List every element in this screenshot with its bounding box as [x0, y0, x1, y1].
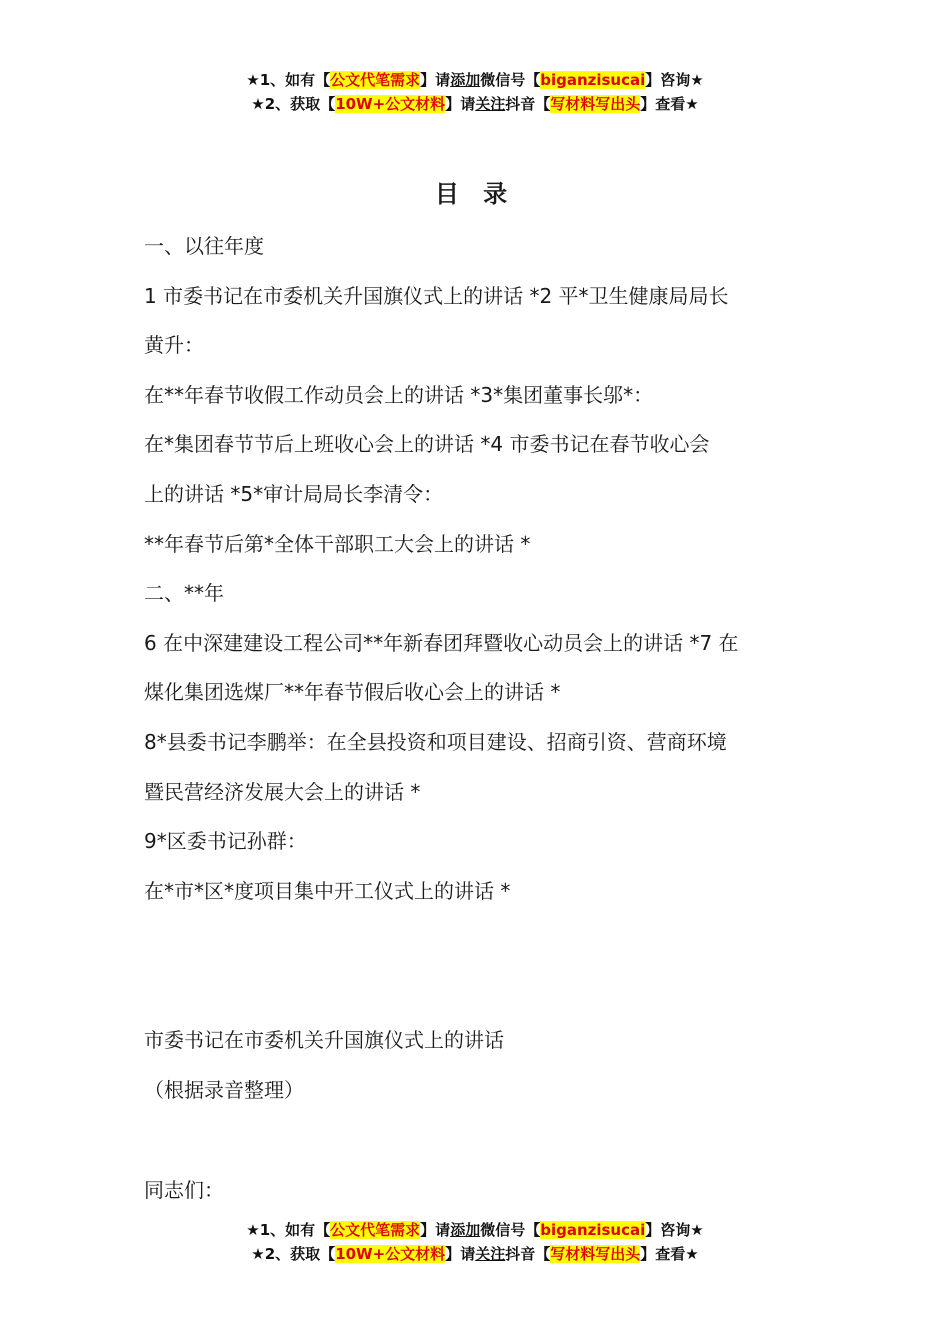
- toc-title: 目 录: [434, 180, 516, 208]
- banner-wechat-id: biganzisucai: [540, 1221, 646, 1239]
- banner-underline: 关注: [475, 95, 506, 113]
- toc-line: 二、**年: [144, 581, 224, 606]
- banner-text: 抖音【: [505, 1245, 551, 1263]
- speech-title: 市委书记在市委机关升国旗仪式上的讲话: [144, 1028, 504, 1052]
- toc-list: [144, 222, 814, 916]
- banner-text: 】咨询★: [645, 71, 704, 89]
- banner-highlight: 10W+公文材料: [335, 95, 446, 113]
- toc-line: 暨民营经济发展大会上的讲话 *: [144, 779, 421, 804]
- toc-line: 一、以往年度: [144, 234, 264, 258]
- header-banner: [0, 68, 950, 116]
- toc-line: 黄升：: [144, 333, 204, 358]
- toc-line: 煤化集团选煤厂**年春节假后收心会上的讲话 *: [144, 680, 561, 705]
- banner-underline: 关注: [475, 1245, 506, 1263]
- toc-line: 1 市委书记在市委机关升国旗仪式上的讲话 *2 平*卫生健康局局长: [144, 283, 729, 308]
- banner-text: 抖音【: [505, 95, 551, 113]
- banner-text: 】请: [445, 95, 476, 113]
- toc-line: **年春节后第*全体干部职工大会上的讲话 *: [144, 531, 531, 556]
- banner-text: 】请: [445, 1245, 476, 1263]
- speech-note: （根据录音整理）: [144, 1078, 304, 1102]
- banner-text: 】请: [420, 71, 451, 89]
- banner-line-2: [0, 92, 950, 116]
- footer-banner: [0, 1218, 950, 1266]
- toc-line: 在*市*区*度项目集中开工仪式上的讲话 *: [144, 878, 511, 903]
- banner-line-2: [0, 1242, 950, 1266]
- banner-douyin-id: 写材料写出头: [550, 1245, 641, 1263]
- toc-line: 在*集团春节节后上班收心会上的讲话 *4 市委书记在春节收心会: [144, 432, 710, 457]
- speech-greeting: 同志们：: [144, 1178, 224, 1202]
- banner-text: 微信号【: [480, 1221, 541, 1239]
- toc-line: 在**年春节收假工作动员会上的讲话 *3*集团董事长邬*：: [144, 382, 654, 407]
- banner-line-1: [0, 68, 950, 92]
- banner-text: 微信号【: [480, 71, 541, 89]
- banner-text: 】请: [420, 1221, 451, 1239]
- banner-text: 】查看★: [640, 95, 699, 113]
- banner-highlight: 10W+公文材料: [335, 1245, 446, 1263]
- banner-text: ★1、如有【: [246, 1221, 331, 1239]
- banner-highlight: 公文代笔需求: [330, 71, 421, 89]
- toc-line: 6 在中深建建设工程公司**年新春团拜暨收心动员会上的讲话 *7 在: [144, 630, 739, 655]
- banner-text: 】查看★: [640, 1245, 699, 1263]
- banner-text: ★2、获取【: [251, 95, 336, 113]
- toc-line: 8*县委书记李鹏举：在全县投资和项目建设、招商引资、营商环境: [144, 729, 727, 754]
- banner-underline: 添加: [450, 1221, 481, 1239]
- banner-text: ★2、获取【: [251, 1245, 336, 1263]
- banner-text: 】咨询★: [645, 1221, 704, 1239]
- toc-line: 9*区委书记孙群：: [144, 829, 307, 854]
- banner-underline: 添加: [450, 71, 481, 89]
- banner-wechat-id: biganzisucai: [540, 71, 646, 89]
- banner-highlight: 公文代笔需求: [330, 1221, 421, 1239]
- banner-douyin-id: 写材料写出头: [550, 95, 641, 113]
- banner-line-1: [0, 1218, 950, 1242]
- banner-text: ★1、如有【: [246, 71, 331, 89]
- toc-line: 上的讲话 *5*审计局局长李清令：: [144, 481, 444, 506]
